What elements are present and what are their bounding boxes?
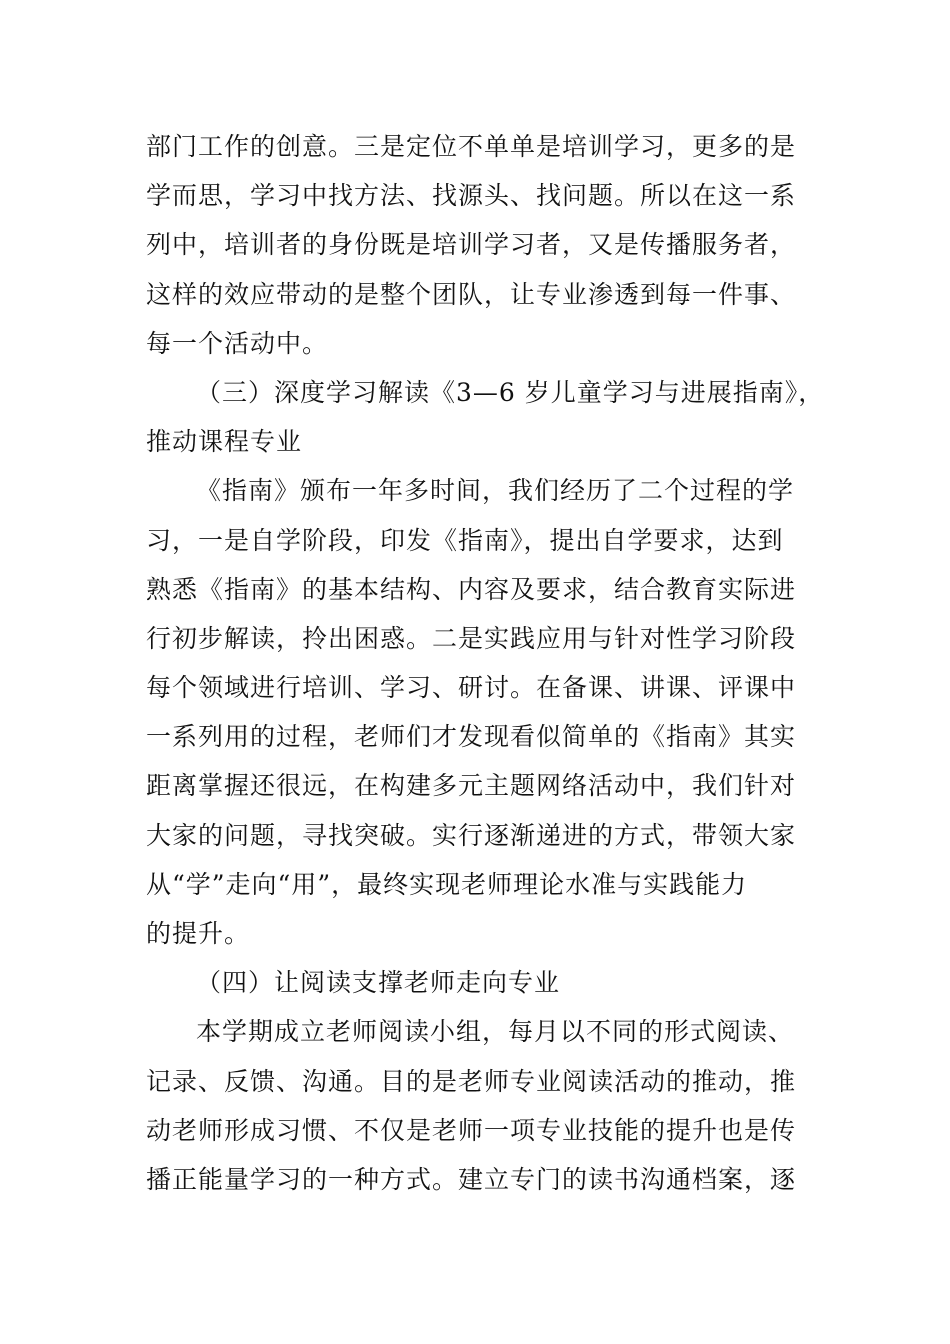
text-line: 大家的问题，寻找突破。实行逐渐递进的方式，带领大家 [146, 820, 797, 850]
paragraph-start: 本学期成立老师阅读小组，每月以不同的形式阅读、 [196, 1017, 795, 1047]
text-line: 学而思，学习中找方法、找源头、找问题。所以在这一系 [146, 181, 797, 211]
text-line: 播正能量学习的一种方式。建立专门的读书沟通档案，逐 [146, 1164, 797, 1194]
text-line: 行初步解读，拎出困惑。二是实践应用与针对性学习阶段 [146, 623, 797, 653]
paragraph-start: 《指南》颁布一年多时间，我们经历了二个过程的学 [196, 476, 795, 506]
text-line: 的提升。 [146, 919, 251, 948]
text-line: 一系列用的过程，老师们才发现看似简单的《指南》其实 [146, 722, 797, 752]
text-line: 部门工作的创意。三是定位不单单是培训学习，更多的是 [146, 132, 797, 161]
text-line: 列中，培训者的身份既是培训学习者，又是传播服务者， [146, 230, 797, 260]
text-line: 距离掌握还很远，在构建多元主题网络活动中，我们针对 [146, 771, 797, 801]
text-line: 每一个活动中。 [146, 328, 329, 358]
section-heading-4: （四）让阅读支撑老师走向专业 [196, 968, 561, 998]
document-body [146, 122, 826, 1204]
section-heading-3-continued: 推动课程专业 [146, 427, 303, 457]
text-line: 从“学”走向“用”，最终实现老师理论水准与实践能力 [146, 869, 748, 899]
text-line: 习，一是自学阶段，印发《指南》，提出自学要求，达到 [146, 525, 784, 555]
text-line: 每个领域进行培训、学习、研讨。在备课、讲课、评课中 [146, 673, 797, 703]
text-line: 这样的效应带动的是整个团队，让专业渗透到每一件事、 [146, 279, 797, 309]
section-heading-3: （三）深度学习解读《3—6 岁儿童学习与进展指南》， [196, 377, 825, 407]
text-line: 动老师形成习惯、不仅是老师一项专业技能的提升也是传 [146, 1115, 797, 1145]
text-line: 记录、反馈、沟通。目的是老师专业阅读活动的推动，推 [146, 1066, 797, 1096]
text-line: 熟悉《指南》的基本结构、内容及要求，结合教育实际进 [146, 574, 797, 604]
